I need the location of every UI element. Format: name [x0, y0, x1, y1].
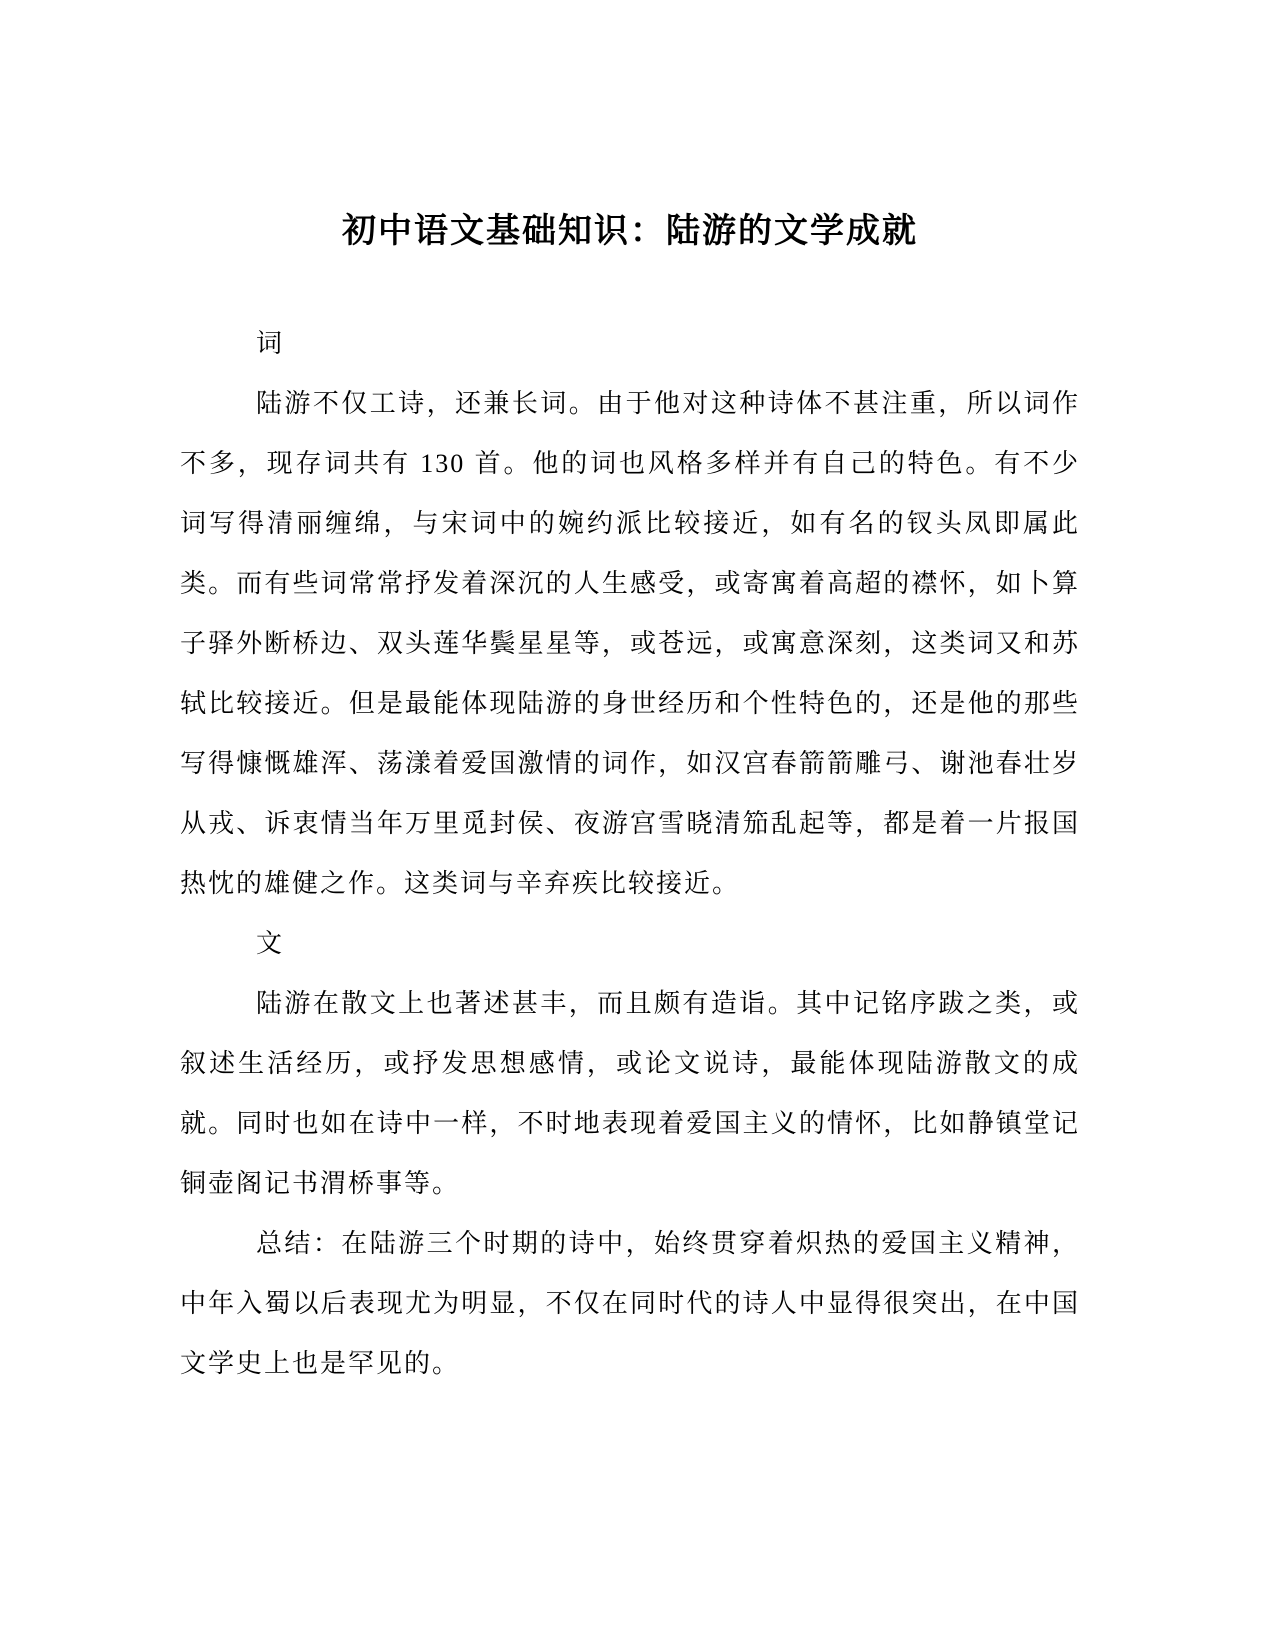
section-label-wen: 文 — [256, 929, 285, 958]
section-label-ci: 词 — [256, 329, 285, 358]
document-title: 初中语文基础知识：陆游的文学成就 — [342, 212, 918, 250]
paragraph-ci-overview: 陆游不仅工诗，还兼长词。由于他对这种诗体不甚注重，所以词作不多，现存词共有 130 首。他的词也风格多样并有自己的特色。有不少词写得清丽缠绵，与宋词中的婉约派比较接近，如有名的钗头凤即属此类。而有些词常常抒发着深沉的人生感受，或寄寓着高超的襟怀，如卜算子驿外断桥边、双头莲华鬓星星等，或苍远，或寓意深刻，这类词又和苏轼比较接近。但是最能体现陆游的身世经历和个性特色的，还是他的那些写得慷慨雄浑、荡漾着爱国激情的词作，如汉宫春箭箭雕弓、谢池春壮岁从戎、诉衷情当年万里觅封侯、夜游宫雪晓清笳乱起等，都是着一片报国热忱的雄健之作。这类词与辛弃疾比较接近。 — [180, 389, 1080, 898]
paragraph-prose-overview: 陆游在散文上也著述甚丰，而且颇有造诣。其中记铭序跋之类，或叙述生活经历，或抒发思想感情，或论文说诗，最能体现陆游散文的成就。同时也如在诗中一样，不时地表现着爱国主义的情怀，比如静镇堂记铜壶阁记书渭桥事等。 — [180, 989, 1080, 1198]
paragraph-summary: 总结：在陆游三个时期的诗中，始终贯穿着炽热的爱国主义精神，中年入蜀以后表现尤为明显，不仅在同时代的诗人中显得很突出，在中国文学史上也是罕见的。 — [180, 1229, 1080, 1378]
